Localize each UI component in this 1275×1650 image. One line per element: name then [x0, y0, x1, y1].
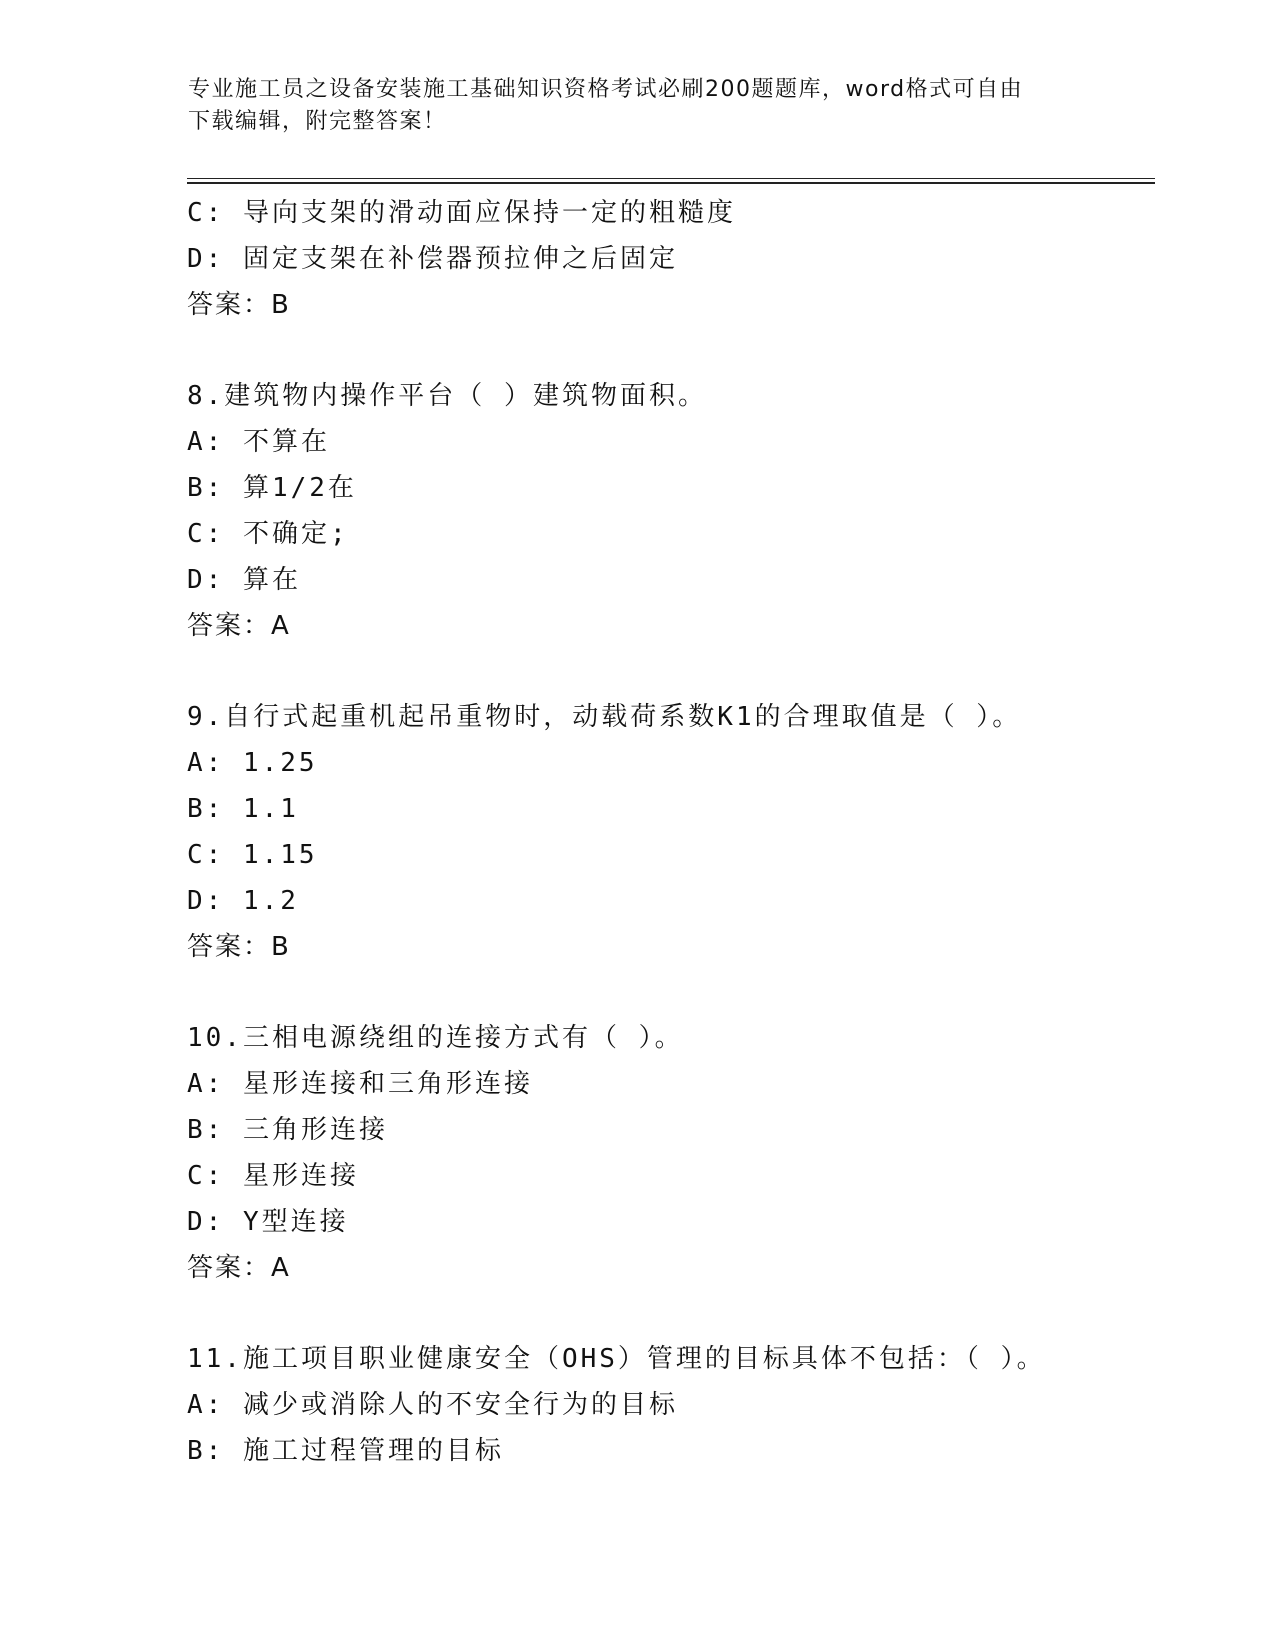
option-d: D: 1.2	[187, 886, 299, 916]
option-b: B: 算1/2在	[187, 473, 357, 503]
option-c: C: 导向支架的滑动面应保持一定的粗糙度	[187, 198, 736, 228]
question-9	[187, 694, 1147, 970]
question-stem: 8.建筑物内操作平台（ ）建筑物面积。	[187, 381, 707, 411]
answer: 答案：B	[187, 932, 291, 962]
answer: 答案：B	[187, 290, 291, 320]
document-header	[188, 74, 1088, 138]
question-10	[187, 1015, 1147, 1291]
option-b: B: 1.1	[187, 794, 299, 824]
option-a: A: 不算在	[187, 427, 330, 457]
header-title-line-2: 下载编辑，附完整答案！	[188, 109, 447, 134]
option-c: C: 1.15	[187, 840, 318, 870]
question-stem: 9.自行式起重机起吊重物时，动载荷系数K1的合理取值是（ ）。	[187, 702, 1022, 732]
header-title-line-1: 专业施工员之设备安装施工基础知识资格考试必刷200题题库，word格式可自由	[188, 77, 1024, 102]
question-11	[187, 1336, 1147, 1474]
option-a: A: 星形连接和三角形连接	[187, 1069, 533, 1099]
question-stem: 10.三相电源绕组的连接方式有（ ）。	[187, 1023, 684, 1053]
option-a: A: 减少或消除人的不安全行为的目标	[187, 1390, 678, 1420]
option-a: A: 1.25	[187, 748, 318, 778]
option-c: C: 不确定;	[187, 519, 349, 549]
question-7-tail	[187, 190, 1147, 328]
question-8	[187, 373, 1147, 649]
header-divider	[187, 178, 1155, 184]
question-list	[187, 190, 1147, 1474]
option-c: C: 星形连接	[187, 1161, 359, 1191]
option-d: D: 算在	[187, 565, 301, 595]
option-b: B: 三角形连接	[187, 1115, 388, 1145]
option-b: B: 施工过程管理的目标	[187, 1436, 504, 1466]
option-d: D: 固定支架在补偿器预拉伸之后固定	[187, 244, 678, 274]
answer: 答案：A	[187, 1253, 291, 1283]
option-d: D: Y型连接	[187, 1207, 349, 1237]
question-stem: 11.施工项目职业健康安全（OHS）管理的目标具体不包括：（ ）。	[187, 1344, 1046, 1374]
answer: 答案：A	[187, 611, 291, 641]
